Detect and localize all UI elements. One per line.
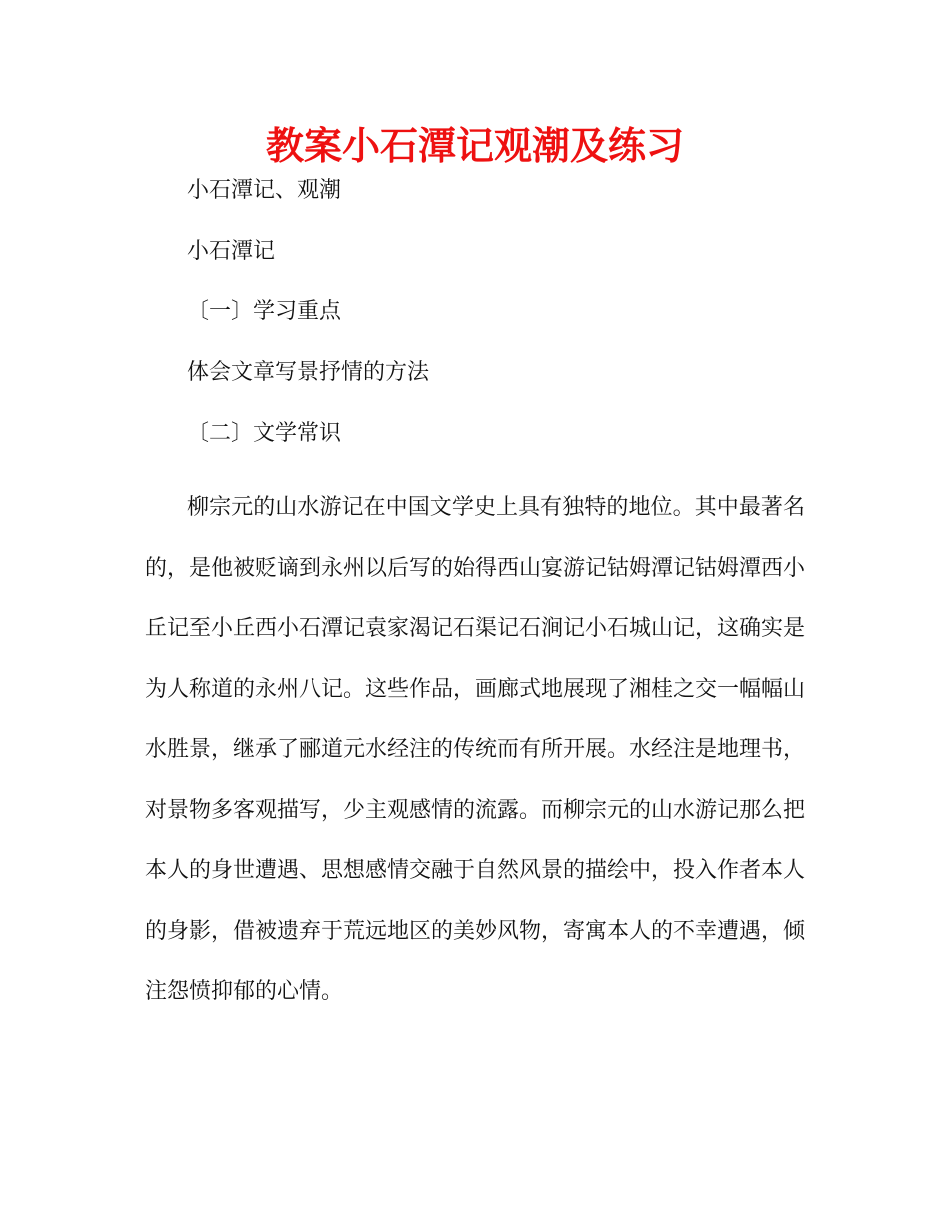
section-heading-line: 小石潭记 — [187, 239, 276, 264]
study-focus-text: 体会文章写景抒情的方法 — [187, 360, 430, 385]
document-title: 教案小石潭记观潮及练习 — [265, 124, 684, 168]
body-paragraph: 柳宗元的山水游记在中国文学史上具有独特的地位。其中最著名的，是他被贬谪到永州以后写的始得西山宴游记钴姆潭记钴姆潭西小丘记至小丘西小石潭记袁家渴记石渠记石涧记小石城山记，这确实是为人称道的永州八记。这些作品，画廊式地展现了湘桂之交一幅幅山水胜景，继承了郦道元水经注的传统而有所开展。水经注是地理书，对景物多客观描写，少主观感情的流露。而柳宗元的山水游记那么把本人的身世遭遇、思想感情交融于自然风景的描绘中，投入作者本人的身影，借被遗弃于荒远地区的美妙风物，寄寓本人的不幸遭遇，倾注怨愤抑郁的心情。 — [145, 495, 806, 1004]
subtitle-line: 小石潭记、观潮 — [187, 178, 342, 203]
literary-knowledge-heading: 〔二〕文学常识 — [187, 421, 342, 446]
study-focus-heading: 〔一〕学习重点 — [187, 299, 342, 324]
